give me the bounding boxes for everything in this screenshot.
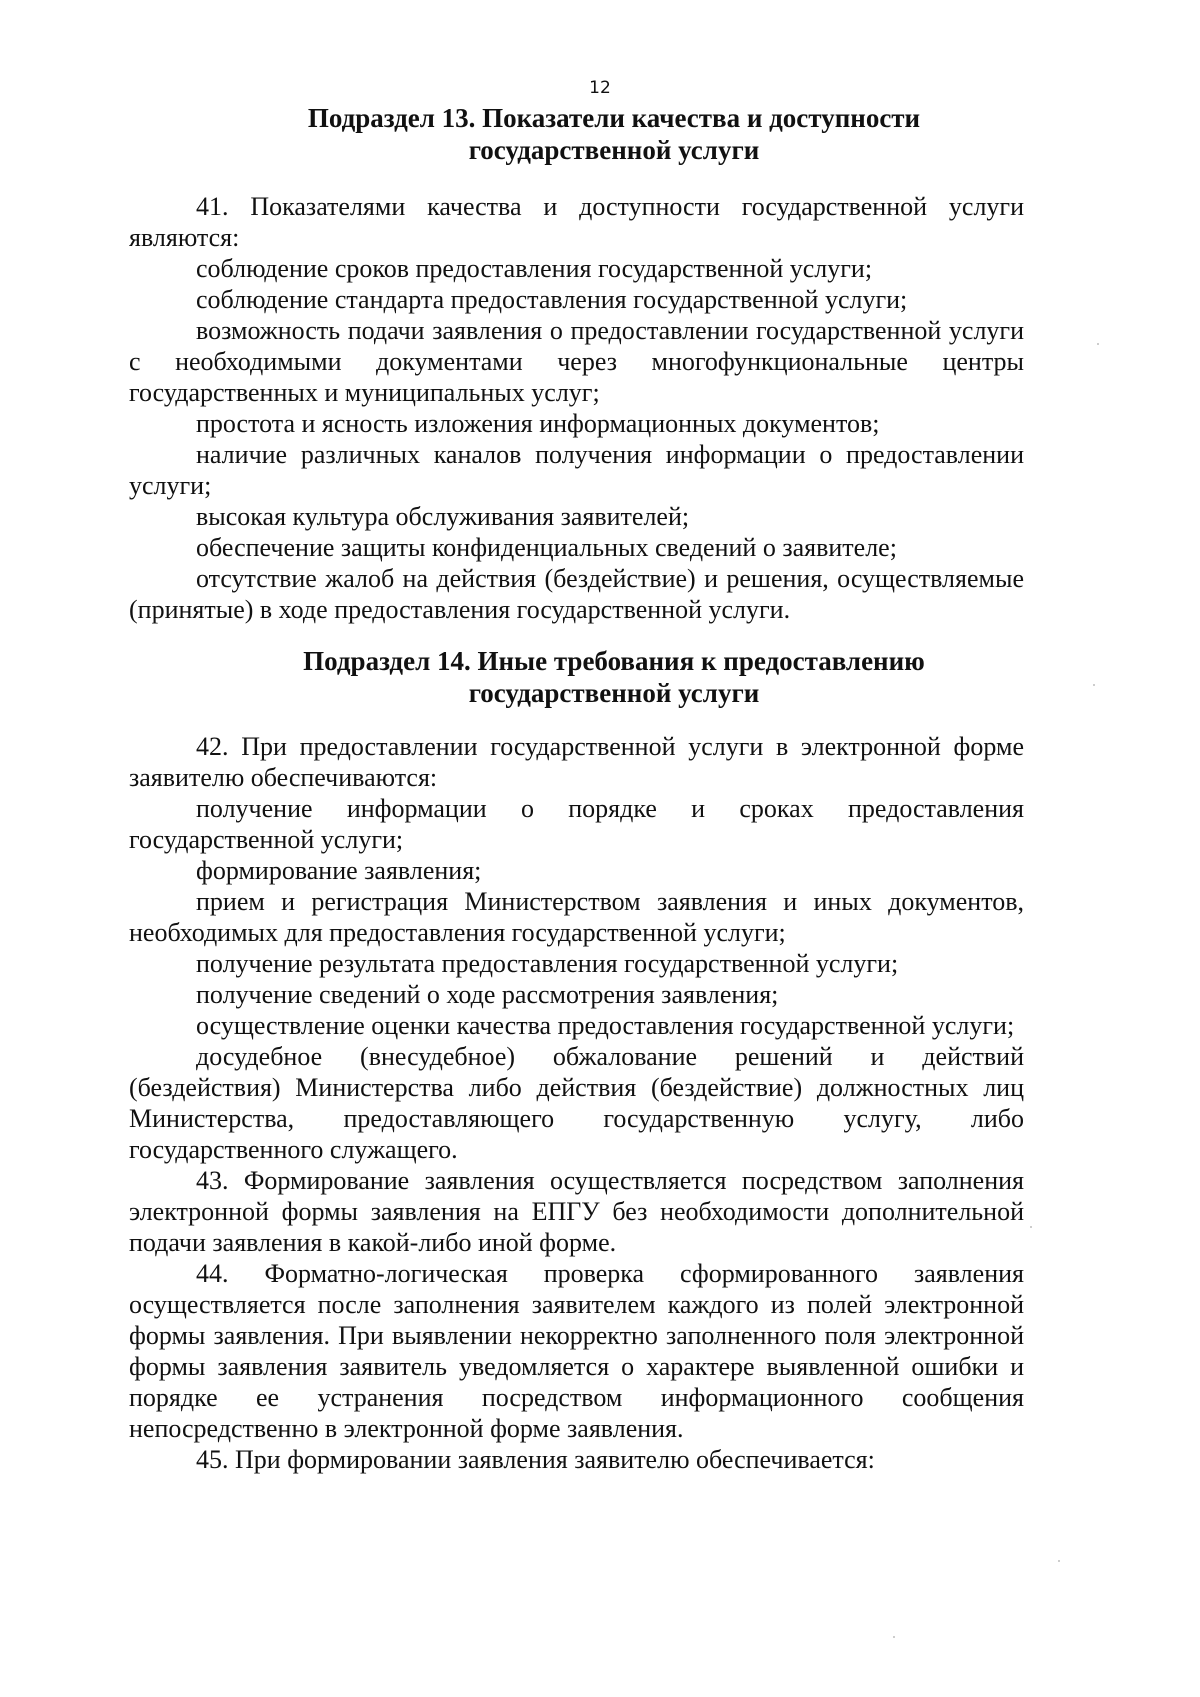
list-item: досудебное (внесудебное) обжалование решений и действий (бездействия) Министерства либо действия (бездействие) должностных лиц Министерства, предоставляющего государственную услугу, либо государственного служащего. [129, 1042, 1024, 1164]
list-item: отсутствие жалоб на действия (бездействие) и решения, осуществляемые (принятые) в ходе предоставления государственной услуги. [129, 564, 1024, 624]
list-item: возможность подачи заявления о предоставлении государственной услуги с необходимыми документами через многофункциональные центры государственных и муниципальных услуг; [129, 316, 1024, 407]
list-item: наличие различных каналов получения информации о предоставлении услуги; [129, 440, 1024, 500]
section-14-body [129, 731, 1024, 1475]
paragraph-44: 44. Форматно-логическая проверка сформированного заявления осуществляется после заполнения заявителем каждого из полей электронной формы заявления. При выявлении некорректно заполненного поля электронной формы заявления заявитель уведомляется о характере выявленной ошибки и порядке ее устранения посредством информационного сообщения непосредственно в электронной форме заявления. [129, 1259, 1024, 1443]
page-number: 12 [589, 78, 611, 98]
section-13-body [129, 191, 1024, 625]
scan-speck [893, 1636, 895, 1638]
paragraph-41: 41. Показателями качества и доступности государственной услуги являются: [129, 192, 1024, 252]
list-item: формирование заявления; [196, 856, 482, 885]
section-14-title: Подраздел 14. Иные требования к предоставлению государственной услуги [303, 646, 925, 708]
list-item: простота и ясность изложения информационных документов; [196, 409, 880, 438]
paragraph-42: 42. При предоставлении государственной услуги в электронной форме заявителю обеспечиваются: [129, 732, 1024, 792]
list-item: соблюдение стандарта предоставления государственной услуги; [196, 285, 908, 314]
scan-speck [1058, 1560, 1060, 1562]
paragraph-43: 43. Формирование заявления осуществляется посредством заполнения электронной формы заявления на ЕПГУ без необходимости дополнительной подачи заявления в какой-либо иной форме. [129, 1166, 1024, 1257]
list-item: соблюдение сроков предоставления государственной услуги; [196, 254, 873, 283]
paragraph-45: 45. При формировании заявления заявителю обеспечивается: [196, 1445, 875, 1474]
list-item: высокая культура обслуживания заявителей; [196, 502, 690, 531]
list-item: прием и регистрация Министерством заявления и иных документов, необходимых для предоставления государственной услуги; [129, 887, 1024, 947]
list-item: получение информации о порядке и сроках предоставления государственной услуги; [129, 794, 1024, 854]
scan-speck [1093, 684, 1095, 686]
list-item: осуществление оценки качества предоставления государственной услуги; [196, 1011, 1015, 1040]
section-13-title: Подраздел 13. Показатели качества и доступности государственной услуги [307, 103, 921, 165]
list-item: получение результата предоставления государственной услуги; [196, 949, 899, 978]
list-item: обеспечение защиты конфиденциальных сведений о заявителе; [196, 533, 897, 562]
list-item: получение сведений о ходе рассмотрения заявления; [196, 980, 779, 1009]
scan-speck [1097, 343, 1099, 345]
scan-speck [1030, 1226, 1032, 1228]
